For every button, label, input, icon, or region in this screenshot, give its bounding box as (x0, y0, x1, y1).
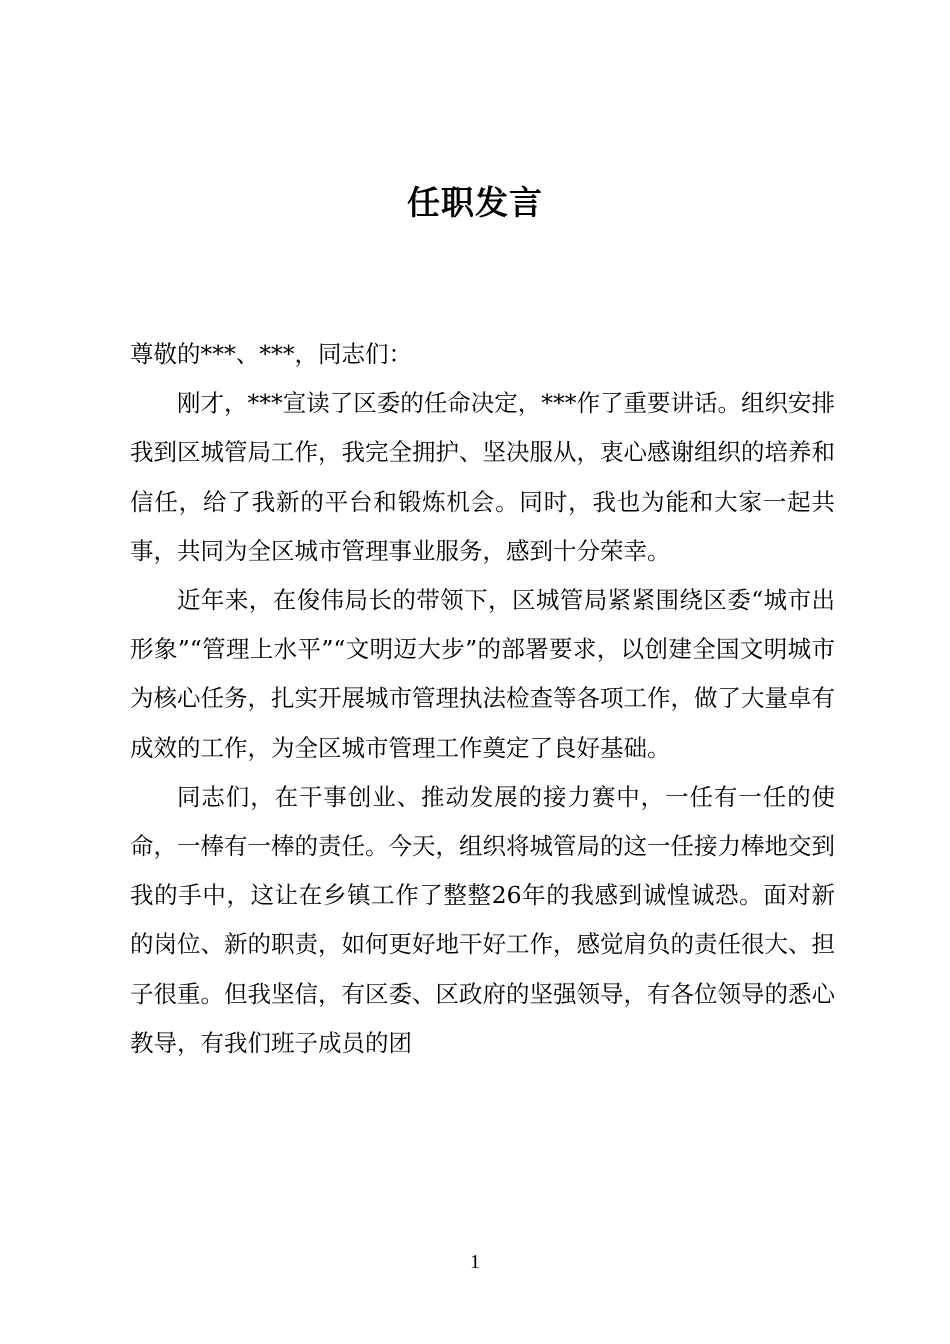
page-number: 1 (470, 1251, 480, 1273)
document-body (130, 330, 835, 1068)
paragraph: 近年来，在俊伟局长的带领下，区城管局紧紧围绕区委“城市出形象”“管理上水平”“文明迈大步”的部署要求，以创建全国文明城市为核心任务，扎实开展城市管理执法检查等各项工作，做了大量卓有成效的工作，为全区城市管理工作奠定了良好基础。 (130, 586, 835, 762)
paragraph: 刚才，***宣读了区委的任命决定，***作了重要讲话。组织安排我到区城管局工作，我完全拥护、坚决服从，衷心感谢组织的培养和信任，给了我新的平台和锻炼机会。同时，我也为能和大家一起共事，共同为全区城市管理事业服务，感到十分荣幸。 (130, 389, 835, 565)
salutation: 尊敬的***、***，同志们： (130, 340, 412, 368)
paragraph: 同志们，在干事创业、推动发展的接力赛中，一任有一任的使命，一棒有一棒的责任。今天，组织将城管局的这一任接力棒地交到我的手中，这让在乡镇工作了整整26年的我感到诚惶诚恐。面对新的岗位、新的职责，如何更好地干好工作，感觉肩负的责任很大、担子很重。但我坚信，有区委、区政府的坚强领导，有各位领导的悉心教导，有我们班子成员的团 (130, 782, 835, 1057)
document-title: 任职发言 (407, 183, 543, 222)
